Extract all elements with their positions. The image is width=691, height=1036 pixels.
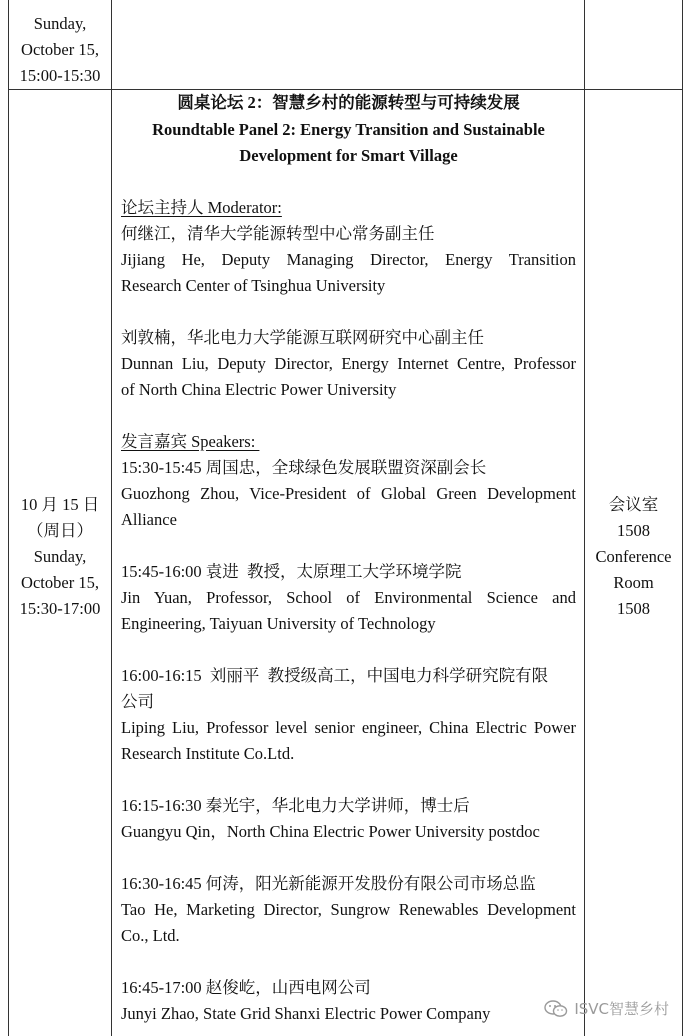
panel-date-zh: 10 月 15 日	[20, 495, 100, 514]
prev-time-range: 15:00-15:30	[19, 66, 101, 85]
prev-time-day: Sunday,	[33, 14, 87, 33]
speakers-heading: 发言嘉宾 Speakers:	[121, 432, 260, 451]
panel-time-cell	[9, 492, 111, 622]
moderator-1-en-1: Jijiang He, Deputy Managing Director, Energy Transition	[121, 250, 576, 269]
wechat-icon	[544, 1000, 568, 1018]
panel-date-en: October 15,	[21, 573, 99, 592]
table-border-col1	[111, 0, 112, 1036]
speaker-3-zh-1: 16:00-16:15 刘丽平 教授级高工，中国电力科学研究院有限	[121, 666, 549, 685]
prev-row-time-cell	[9, 11, 111, 89]
venue-room-number: 1508	[617, 521, 650, 540]
speaker-6-zh: 16:45-17:00 赵俊屹，山西电网公司	[121, 978, 371, 997]
panel-title-zh: 圆桌论坛 2：智慧乡村的能源转型与可持续发展	[177, 93, 520, 112]
venue-zh: 会议室	[608, 495, 659, 514]
moderator-2-en-1: Dunnan Liu, Deputy Director, Energy Internet Centre, Professor	[121, 354, 576, 373]
speaker-5-zh: 16:30-16:45 何涛，阳光新能源开发股份有限公司市场总监	[121, 874, 536, 893]
panel-time-range: 15:30-17:00	[19, 599, 101, 618]
speaker-1-en-1: Guozhong Zhou, Vice-President of Global Green Development	[121, 484, 576, 503]
table-border-right	[682, 0, 683, 1036]
venue-cell	[585, 492, 682, 622]
venue-room: Room	[613, 573, 654, 592]
speaker-6-en-1: Junyi Zhao, State Grid Shanxi Electric Power Company	[121, 1004, 491, 1023]
moderator-2-zh: 刘敦楠，华北电力大学能源互联网研究中心副主任	[121, 328, 484, 347]
speaker-4-en-1: Guangyu Qin，North China Electric Power University postdoc	[121, 822, 540, 841]
speaker-2-en-1: Jin Yuan, Professor, School of Environmental Science and	[121, 588, 576, 607]
moderator-1-zh: 何继江，清华大学能源转型中心常务副主任	[121, 224, 435, 243]
speaker-4-zh: 16:15-16:30 秦光宇，华北电力大学讲师，博士后	[121, 796, 470, 815]
wechat-watermark	[544, 996, 669, 1022]
speaker-3-en-1: Liping Liu, Professor level senior engineer, China Electric Power	[121, 718, 576, 737]
moderator-1-en-2: Research Center of Tsinghua University	[121, 276, 386, 295]
panel-weekday-zh: （周日）	[27, 521, 93, 540]
venue-conference: Conference	[595, 547, 672, 566]
panel-title-en-2: Development for Smart Village	[239, 146, 458, 165]
venue-room-number-2: 1508	[617, 599, 650, 618]
speaker-1-en-2: Alliance	[121, 510, 177, 529]
speaker-5-en-1: Tao He, Marketing Director, Sungrow Renewables Development	[121, 900, 576, 919]
speaker-1-zh: 15:30-15:45 周国忠，全球绿色发展联盟资深副会长	[121, 458, 487, 477]
speaker-2-en-2: Engineering, Taiyuan University of Technology	[121, 614, 436, 633]
panel-title-en-1: Roundtable Panel 2: Energy Transition and Sustainable	[152, 120, 545, 139]
speaker-5-en-2: Co., Ltd.	[121, 926, 180, 945]
speaker-3-en-2: Research Institute Co.Ltd.	[121, 744, 295, 763]
speaker-2-zh: 15:45-16:00 袁进 教授，太原理工大学环境学院	[121, 562, 462, 581]
moderator-2-en-2: of North China Electric Power University	[121, 380, 397, 399]
moderator-heading: 论坛主持人 Moderator:	[121, 198, 282, 217]
panel-day-en: Sunday,	[33, 547, 87, 566]
speaker-3-zh-2: 公司	[121, 692, 154, 711]
prev-time-date: October 15,	[21, 40, 99, 59]
watermark-text: ISVC智慧乡村	[574, 1000, 669, 1018]
